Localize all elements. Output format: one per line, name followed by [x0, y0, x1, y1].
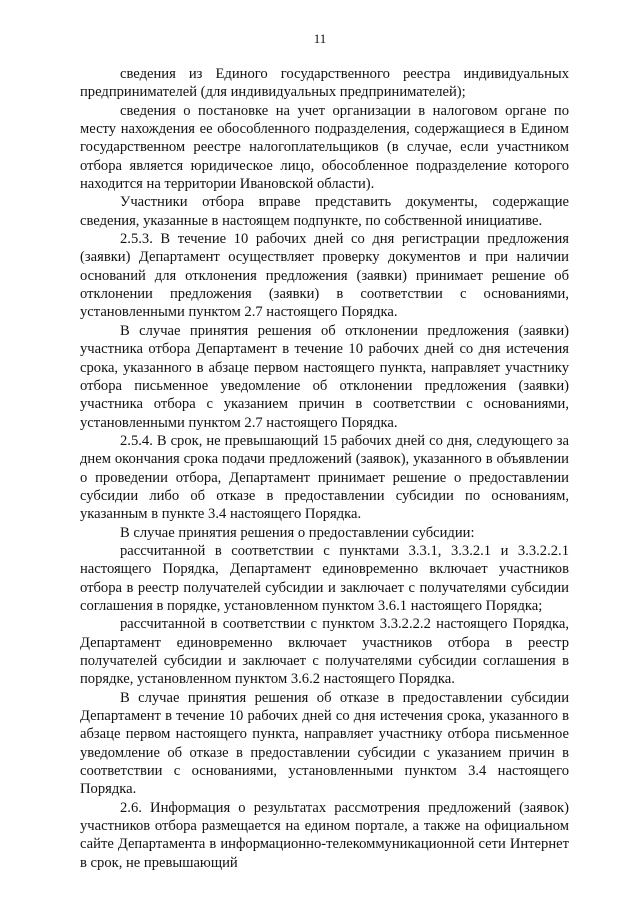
paragraph-calc-3-3-2-2-2: рассчитанной в соответствии с пунктом 3.3.2.2.2 настоящего Порядка, Департамент единовременно включает участников отбора в реестр получателей субсидии и заключает с получателями субсидии соглашения в порядке, установленном пунктом 3.6.2 настоящего Порядка. — [80, 616, 569, 688]
paragraph-rejection-notice: В случае принятия решения об отклонении предложения (заявки) участника отбора Департамент в течение 10 рабочих дней со дня истечения срока, указанного в абзаце первом настоящего пункта, направляет участнику отбора письменное уведомление об отклонении предложения (заявки) участника отбора с указанием причин в соответствии с основаниями, установленными пунктом 2.7 настоящего Порядка. — [80, 322, 569, 431]
paragraph-2-6: 2.6. Информация о результатах рассмотрения предложений (заявок) участников отбора размещается на едином портале, а также на официальном сайте Департамента в информационно-телекоммуникационной сети Интернет в срок, не превышающий — [80, 799, 569, 871]
paragraph-egrip-info: сведения из Единого государственного реестра индивидуальных предпринимателей (для индивидуальных предпринимателей); — [80, 66, 569, 101]
paragraph-grant-decision: В случае принятия решения о предоставлении субсидии: — [120, 524, 475, 541]
paragraph-2-5-3: 2.5.3. В течение 10 рабочих дней со дня регистрации предложения (заявки) Департамент осуществляет проверку документов и при наличии оснований для отклонения предложения (заявки) принимает решение об отклонении предложения (заявки) в соответствии с основаниями, установленными пунктом 2.7 настоящего Порядка. — [80, 231, 569, 321]
paragraph-calc-3-3-1: рассчитанной в соответствии с пунктами 3.3.1, 3.3.2.1 и 3.3.2.2.1 настоящего Порядка, Департамент единовременно включает участников отбора в реестр получателей субсидии и заключает с получателями субсидии соглашения в порядке, установленном пунктом 3.6.1 настоящего Порядка; — [80, 542, 569, 614]
document-body — [80, 65, 569, 872]
page-number: 11 — [313, 31, 327, 46]
paragraph-own-initiative: Участники отбора вправе представить документы, содержащие сведения, указанные в настоящем подпункте, по собственной инициативе. — [80, 194, 569, 229]
paragraph-2-5-4: 2.5.4. В срок, не превышающий 15 рабочих дней со дня, следующего за днем окончания срока подачи предложений (заявок), указанного в объявлении о проведении отбора, Департамент принимает решение о предоставлении субсидии либо об отказе в предоставлении субсидии по основаниям, указанным в пункте 3.4 настоящего Порядка. — [80, 432, 569, 523]
paragraph-refusal-notice: В случае принятия решения об отказе в предоставлении субсидии Департамент в течение 10 рабочих дней со дня истечения срока, указанного в абзаце первом настоящего пункта, направляет участнику отбора письменное уведомление об отказе в предоставлении субсидии с указанием причин в соответствии с основаниями, установленными пунктом 3.4 настоящего Порядка. — [80, 689, 569, 798]
paragraph-tax-registration: сведения о постановке на учет организации в налоговом органе по месту нахождения ее обособленного подразделения, содержащиеся в Едином государственном реестре налогоплательщиков (в случае, если участником отбора является юридическое лицо, обособленное подразделение которого находится на территории Ивановской области). — [80, 102, 569, 193]
